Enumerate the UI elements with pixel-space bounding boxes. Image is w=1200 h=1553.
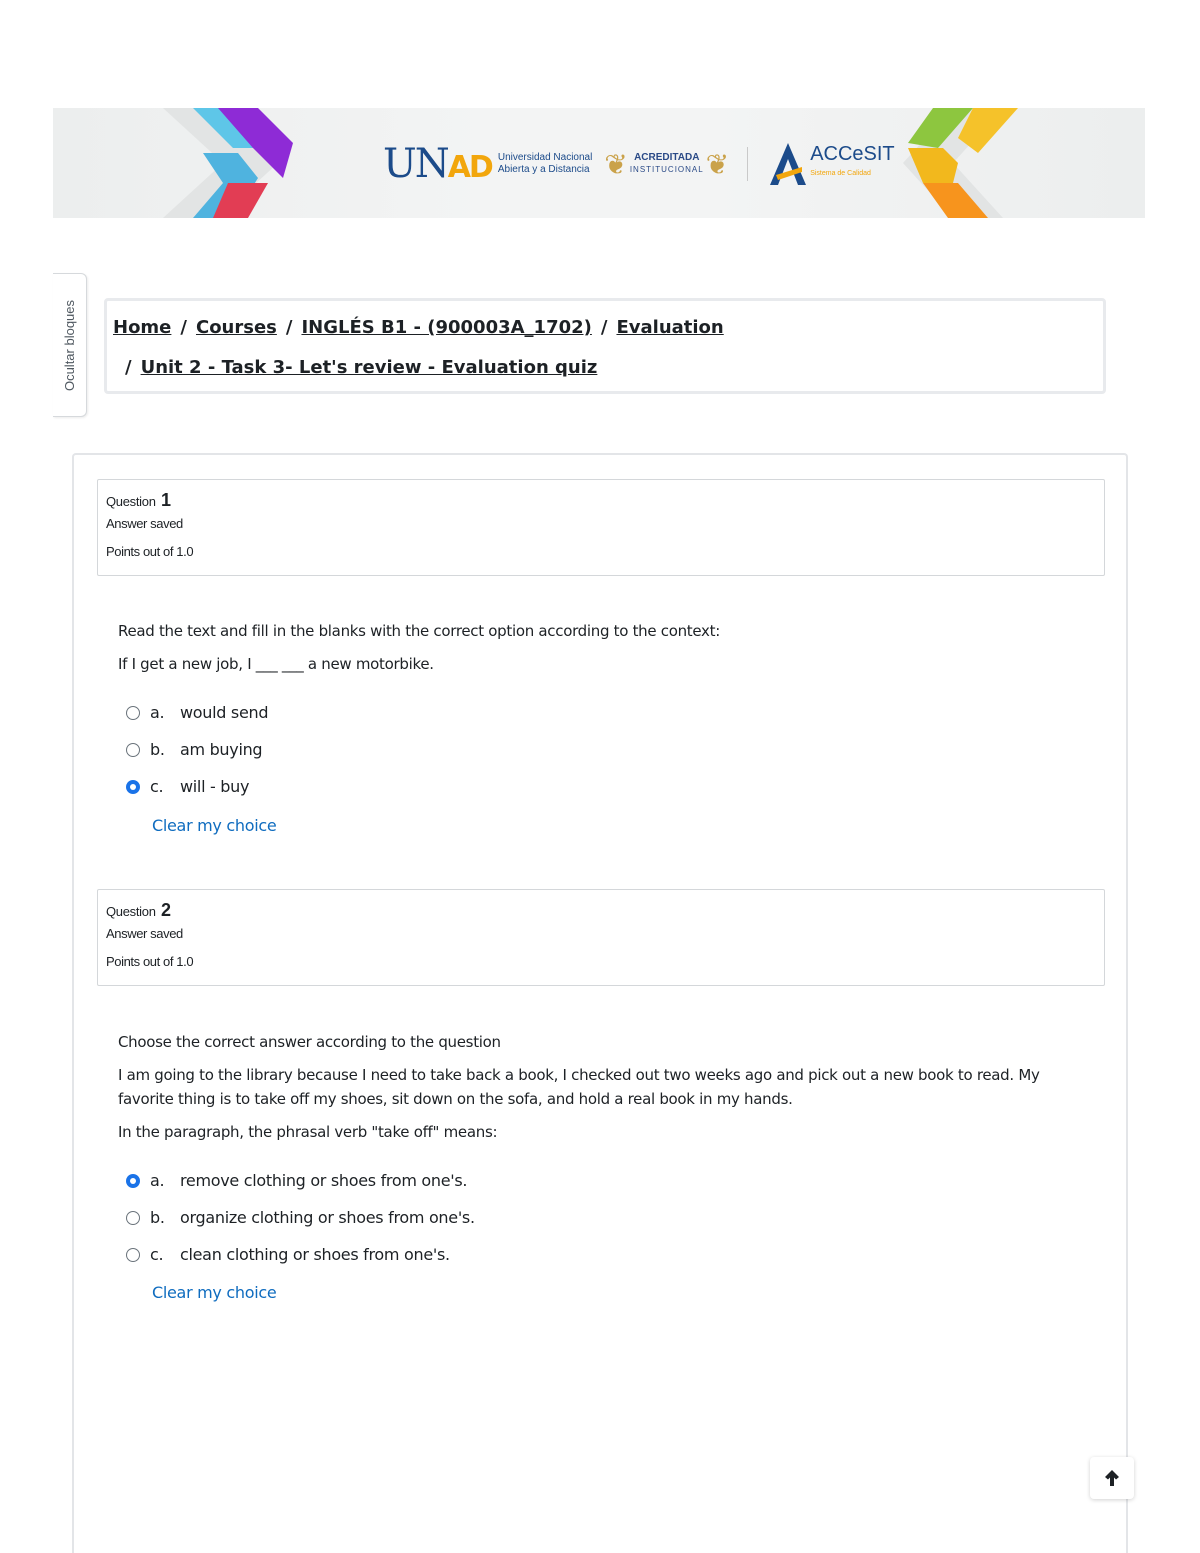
answer-option-2c[interactable] — [126, 1236, 475, 1273]
unad-subtitle — [498, 152, 593, 176]
unad-line-2: Abierta y a Distancia — [497, 164, 590, 175]
question-grade: Points out of 1.0 — [106, 544, 194, 559]
breadcrumb-course-link[interactable]: INGLÉS B1 - (900003A_1702) — [301, 317, 592, 338]
question-instruction: Choose the correct answer according to the question — [118, 1033, 501, 1051]
clear-choice-link-1[interactable]: Clear my choice — [152, 816, 277, 835]
breadcrumb — [104, 298, 1106, 394]
option-text: am buying — [180, 740, 263, 759]
quiz-panel — [72, 453, 1128, 1553]
option-letter: c. — [150, 777, 164, 796]
option-letter: a. — [150, 703, 165, 722]
option-letter: a. — [150, 1171, 165, 1190]
header-banner — [53, 108, 1145, 218]
breadcrumb-section-link[interactable]: Evaluation — [616, 317, 724, 338]
breadcrumb-separator: / — [180, 317, 187, 338]
answer-options-2 — [126, 1162, 475, 1273]
accredited-label: ACREDITADA — [634, 152, 700, 163]
radio-button-checked[interactable] — [126, 1174, 140, 1188]
unad-line-1: Universidad Nacional — [497, 152, 593, 163]
answer-option-2a[interactable] — [126, 1162, 475, 1199]
breadcrumb-activity-link[interactable]: Unit 2 - Task 3- Let's review - Evaluation quiz — [140, 357, 598, 378]
question-number-value: 1 — [160, 490, 171, 510]
question-number — [106, 900, 1104, 926]
option-letter: b. — [150, 740, 165, 759]
question-grade: Points out of 1.0 — [106, 954, 194, 969]
question-state: Answer saved — [106, 516, 183, 531]
back-to-top-button[interactable] — [1090, 1457, 1134, 1499]
radio-button[interactable] — [126, 706, 140, 720]
question-prompt: If I get a new job, I ___ ___ a new motorbike. — [118, 655, 434, 673]
hide-blocks-tab[interactable] — [53, 273, 87, 417]
question-label: Question — [106, 904, 156, 919]
accreditation-seal — [604, 148, 729, 181]
radio-button[interactable] — [126, 1211, 140, 1225]
answer-options-1 — [126, 694, 268, 805]
clear-choice-link-2[interactable]: Clear my choice — [152, 1283, 277, 1302]
question-text-1 — [118, 619, 720, 685]
answer-option-1a[interactable] — [126, 694, 268, 731]
question-passage: I am going to the library because I need to take back a book, I checked out two weeks ago and pick out a new book to read. My favorite thing is to take off my shoes, sit down on the sofa, and hold a real book in my hands. — [118, 1066, 1040, 1108]
breadcrumb-line-2 — [113, 355, 1103, 395]
question-prompt: In the paragraph, the phrasal verb "take off" means: — [118, 1123, 498, 1141]
logo-divider — [747, 147, 748, 181]
breadcrumb-home-link[interactable]: Home — [113, 317, 172, 338]
breadcrumb-courses-link[interactable]: Courses — [195, 317, 277, 338]
question-text-2 — [118, 1030, 1058, 1153]
radio-button[interactable] — [126, 743, 140, 757]
unad-ad-letters: AD — [447, 150, 492, 185]
question-number-value: 2 — [160, 900, 171, 920]
accesit-subtitle: Sistema de Calidad — [810, 170, 871, 177]
breadcrumb-separator: / — [125, 357, 132, 378]
accesit-triangle-icon — [766, 139, 810, 189]
answer-option-1b[interactable] — [126, 731, 268, 768]
arrow-up-icon — [1104, 1469, 1120, 1487]
option-letter: c. — [150, 1245, 164, 1264]
question-state: Answer saved — [106, 926, 183, 941]
unad-letters: UN — [383, 141, 448, 187]
option-letter: b. — [150, 1208, 165, 1227]
option-text: would send — [180, 703, 269, 722]
laurel-right-icon: ❦ — [705, 147, 730, 181]
breadcrumb-separator: / — [285, 317, 293, 338]
breadcrumb-line-1 — [113, 315, 1103, 355]
question-info-1 — [97, 479, 1105, 576]
radio-button[interactable] — [126, 1248, 140, 1262]
answer-option-1c[interactable] — [126, 768, 268, 805]
question-info-2 — [97, 889, 1105, 986]
option-text: remove clothing or shoes from one's. — [180, 1171, 468, 1190]
accesit-wordmark: ACCeSIT — [810, 143, 895, 165]
question-label: Question — [106, 494, 156, 509]
question-instruction: Read the text and fill in the blanks with the correct option according to the context: — [118, 622, 720, 640]
option-text: organize clothing or shoes from one's. — [180, 1208, 475, 1227]
hide-blocks-label: Ocultar bloques — [62, 299, 77, 391]
unad-wordmark — [383, 141, 492, 187]
option-text: will - buy — [180, 777, 250, 796]
answer-option-2b[interactable] — [126, 1199, 475, 1236]
breadcrumb-separator: / — [600, 317, 608, 338]
accesit-logo — [766, 139, 894, 189]
option-text: clean clothing or shoes from one's. — [180, 1245, 450, 1264]
laurel-left-icon: ❦ — [604, 147, 628, 181]
unad-logo — [383, 136, 895, 192]
question-number — [106, 490, 1104, 516]
radio-button-checked[interactable] — [126, 780, 140, 794]
accredited-sublabel: INSTITUCIONAL — [629, 165, 704, 174]
